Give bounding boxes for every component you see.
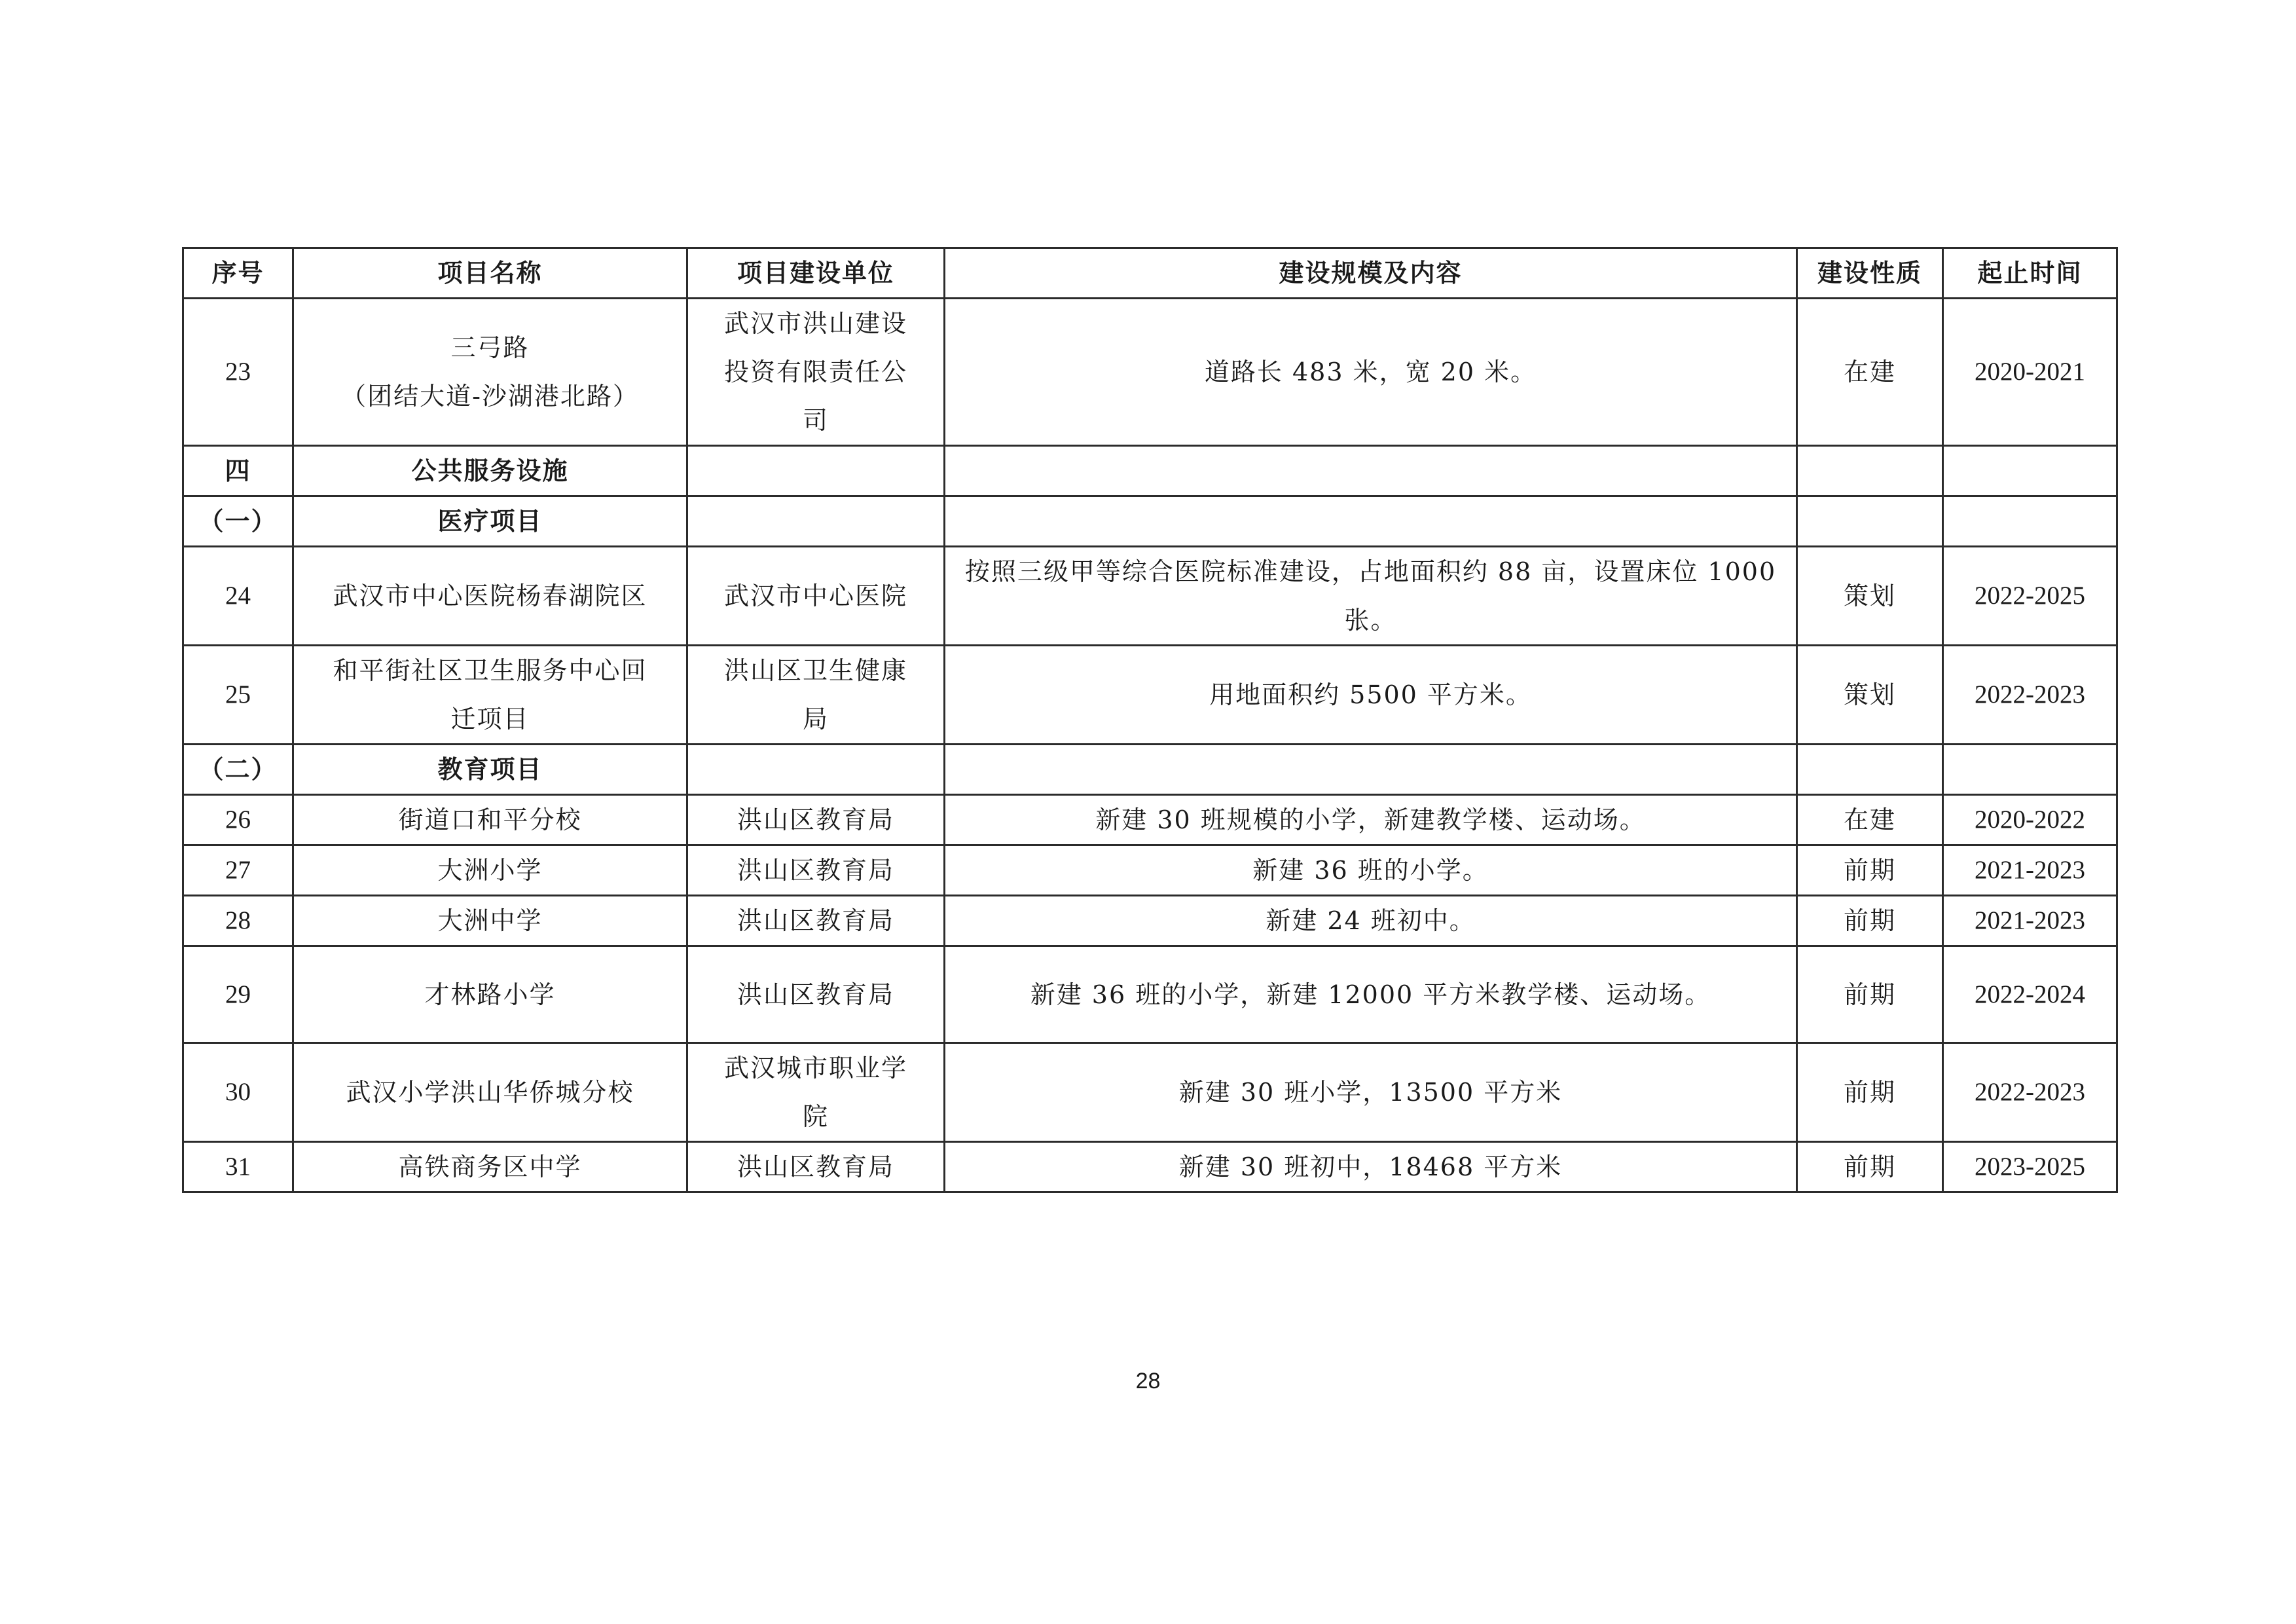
table-header-row xyxy=(183,248,2117,299)
project-table xyxy=(182,247,2118,1193)
construction-unit-cell-line: 投资有限责任公 xyxy=(723,358,907,386)
empty-cell xyxy=(687,496,945,547)
table-row xyxy=(183,795,2117,845)
empty-cell xyxy=(687,745,945,795)
period-cell: 2020-2022 xyxy=(1943,795,2117,845)
section-title: 教育项目 xyxy=(293,745,687,795)
nature-cell: 前期 xyxy=(1797,845,1943,896)
period-cell: 2021-2023 xyxy=(1943,896,2117,946)
serial-cell: 27 xyxy=(183,845,293,896)
empty-cell xyxy=(945,446,1797,496)
serial-cell: 24 xyxy=(183,547,293,646)
empty-cell xyxy=(1943,745,2117,795)
nature-cell: 在建 xyxy=(1797,795,1943,845)
nature-cell: 前期 xyxy=(1797,1142,1943,1192)
project-name-cell-line: 迁项目 xyxy=(450,705,530,733)
construction-unit-cell xyxy=(687,845,945,896)
nature-cell: 前期 xyxy=(1797,896,1943,946)
nature-cell: 在建 xyxy=(1797,299,1943,446)
project-name-cell-line: 大洲小学 xyxy=(437,856,543,885)
empty-cell xyxy=(1797,446,1943,496)
empty-cell xyxy=(1797,496,1943,547)
section-number: （一） xyxy=(183,496,293,547)
scale-content-cell-line: 新建 30 班规模的小学，新建教学楼、运动场。 xyxy=(1095,805,1646,834)
header-period: 起止时间 xyxy=(1943,248,2117,299)
period-cell: 2023-2025 xyxy=(1943,1142,2117,1192)
nature-cell: 前期 xyxy=(1797,1043,1943,1142)
scale-content-cell-line: 新建 36 班的小学，新建 12000 平方米教学楼、运动场。 xyxy=(1030,980,1711,1009)
construction-unit-cell-line: 院 xyxy=(802,1102,829,1131)
table-row xyxy=(183,1043,2117,1142)
scale-content-cell-line: 用地面积约 5500 平方米。 xyxy=(1209,680,1532,709)
scale-content-cell-line: 按照三级甲等综合医院标准建设，占地面积约 88 亩，设置床位 1000 xyxy=(964,557,1777,586)
construction-unit-cell xyxy=(687,946,945,1043)
empty-cell xyxy=(1797,745,1943,795)
construction-unit-cell-line: 洪山区卫生健康 xyxy=(723,656,907,685)
table-row xyxy=(183,299,2117,446)
construction-unit-cell-line: 洪山区教育局 xyxy=(737,1153,894,1181)
table-row xyxy=(183,547,2117,646)
project-name-cell-line: （团结大道-沙湖港北路） xyxy=(341,382,639,411)
section-row xyxy=(183,446,2117,496)
construction-unit-cell-line: 局 xyxy=(802,705,829,733)
project-name-cell xyxy=(293,1043,687,1142)
empty-cell xyxy=(945,496,1797,547)
project-name-cell xyxy=(293,946,687,1043)
scale-content-cell-line: 新建 24 班初中。 xyxy=(1266,906,1476,935)
project-name-cell-line: 武汉小学洪山华侨城分校 xyxy=(346,1078,634,1107)
scale-content-cell-line: 新建 36 班的小学。 xyxy=(1252,856,1489,885)
construction-unit-cell-line: 洪山区教育局 xyxy=(737,980,894,1009)
section-row xyxy=(183,745,2117,795)
period-cell: 2022-2023 xyxy=(1943,1043,2117,1142)
period-cell: 2022-2025 xyxy=(1943,547,2117,646)
project-name-cell-line: 和平街社区卫生服务中心回 xyxy=(333,656,647,685)
project-name-cell-line: 武汉市中心医院杨春湖院区 xyxy=(333,581,647,610)
scale-content-cell xyxy=(945,896,1797,946)
project-name-cell-line: 大洲中学 xyxy=(437,906,543,935)
construction-unit-cell xyxy=(687,896,945,946)
table-body xyxy=(183,299,2117,1192)
period-cell: 2020-2021 xyxy=(1943,299,2117,446)
construction-unit-cell-line: 武汉城市职业学 xyxy=(723,1054,907,1082)
table-row xyxy=(183,845,2117,896)
scale-content-cell-line: 新建 30 班初中，18468 平方米 xyxy=(1178,1153,1563,1181)
construction-unit-cell xyxy=(687,1043,945,1142)
scale-content-cell-line: 张。 xyxy=(1344,606,1397,635)
scale-content-cell-line: 新建 30 班小学，13500 平方米 xyxy=(1178,1078,1563,1107)
construction-unit-cell xyxy=(687,795,945,845)
section-title: 公共服务设施 xyxy=(293,446,687,496)
nature-cell: 策划 xyxy=(1797,547,1943,646)
section-title: 医疗项目 xyxy=(293,496,687,547)
project-name-cell xyxy=(293,845,687,896)
nature-cell: 前期 xyxy=(1797,946,1943,1043)
empty-cell xyxy=(945,745,1797,795)
construction-unit-cell-line: 洪山区教育局 xyxy=(737,906,894,935)
table-row xyxy=(183,646,2117,745)
project-name-cell xyxy=(293,1142,687,1192)
section-row xyxy=(183,496,2117,547)
project-name-cell xyxy=(293,795,687,845)
scale-content-cell xyxy=(945,1043,1797,1142)
table-row xyxy=(183,946,2117,1043)
project-name-cell xyxy=(293,547,687,646)
project-name-cell-line: 三弓路 xyxy=(450,333,530,362)
construction-unit-cell xyxy=(687,646,945,745)
period-cell: 2022-2023 xyxy=(1943,646,2117,745)
header-construction-unit: 项目建设单位 xyxy=(687,248,945,299)
nature-cell: 策划 xyxy=(1797,646,1943,745)
header-project-name: 项目名称 xyxy=(293,248,687,299)
page-number: 28 xyxy=(1135,1369,1161,1393)
header-nature: 建设性质 xyxy=(1797,248,1943,299)
serial-cell: 31 xyxy=(183,1142,293,1192)
serial-cell: 29 xyxy=(183,946,293,1043)
construction-unit-cell xyxy=(687,547,945,646)
scale-content-cell-line: 道路长 483 米，宽 20 米。 xyxy=(1204,358,1537,386)
period-cell: 2021-2023 xyxy=(1943,845,2117,896)
construction-unit-cell-line: 武汉市中心医院 xyxy=(723,581,907,610)
empty-cell xyxy=(687,446,945,496)
section-number: 四 xyxy=(183,446,293,496)
project-name-cell-line: 才林路小学 xyxy=(424,980,556,1009)
period-cell: 2022-2024 xyxy=(1943,946,2117,1043)
serial-cell: 23 xyxy=(183,299,293,446)
scale-content-cell xyxy=(945,795,1797,845)
empty-cell xyxy=(1943,496,2117,547)
project-name-cell xyxy=(293,896,687,946)
scale-content-cell xyxy=(945,299,1797,446)
project-name-cell-line: 高铁商务区中学 xyxy=(398,1153,582,1181)
empty-cell xyxy=(1943,446,2117,496)
scale-content-cell xyxy=(945,547,1797,646)
section-number: （二） xyxy=(183,745,293,795)
header-scale-content: 建设规模及内容 xyxy=(945,248,1797,299)
project-name-cell xyxy=(293,299,687,446)
table-row xyxy=(183,1142,2117,1192)
header-serial: 序号 xyxy=(183,248,293,299)
construction-unit-cell-line: 洪山区教育局 xyxy=(737,805,894,834)
serial-cell: 25 xyxy=(183,646,293,745)
scale-content-cell xyxy=(945,1142,1797,1192)
serial-cell: 30 xyxy=(183,1043,293,1142)
scale-content-cell xyxy=(945,946,1797,1043)
construction-unit-cell xyxy=(687,299,945,446)
table-row xyxy=(183,896,2117,946)
construction-unit-cell-line: 武汉市洪山建设 xyxy=(723,309,907,338)
serial-cell: 26 xyxy=(183,795,293,845)
scale-content-cell xyxy=(945,845,1797,896)
project-name-cell-line: 街道口和平分校 xyxy=(398,805,582,834)
scale-content-cell xyxy=(945,646,1797,745)
construction-unit-cell-line: 司 xyxy=(802,406,829,435)
serial-cell: 28 xyxy=(183,896,293,946)
construction-unit-cell-line: 洪山区教育局 xyxy=(737,856,894,885)
construction-unit-cell xyxy=(687,1142,945,1192)
project-name-cell xyxy=(293,646,687,745)
